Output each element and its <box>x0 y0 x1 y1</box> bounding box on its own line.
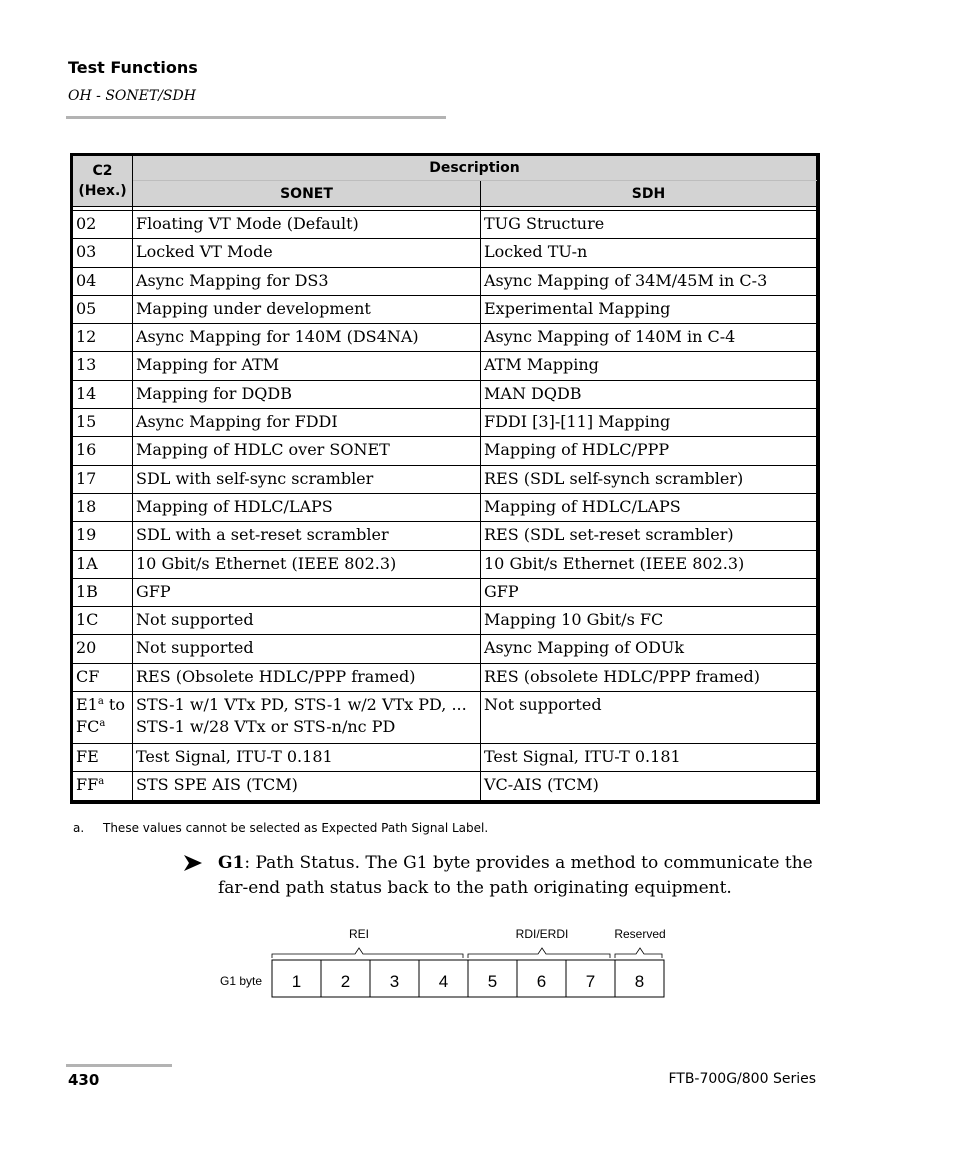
bit-number: 5 <box>487 972 498 991</box>
cell-hex: 02 <box>73 211 133 239</box>
table-row <box>73 211 817 239</box>
cell-sdh: RES (SDL set-reset scrambler) <box>481 522 817 550</box>
cell-hex: 1C <box>73 607 133 635</box>
cell-sdh: Not supported <box>481 692 817 744</box>
sonet-line-1: STS-1 w/1 VTx PD, STS-1 w/2 VTx PD, ... <box>136 695 467 715</box>
group-label-rdi-erdi: RDI/ERDI <box>515 927 569 941</box>
cell-hex <box>73 692 133 744</box>
col-sonet-header: SONET <box>133 181 481 207</box>
cell-sdh: Async Mapping of 34M/45M in C-3 <box>481 267 817 295</box>
cell-sonet: Not supported <box>133 607 481 635</box>
group-label-reserved: Reserved <box>614 927 666 941</box>
cell-sdh: Locked TU-n <box>481 239 817 267</box>
footer-rule <box>66 1064 172 1067</box>
cell-sdh: Mapping 10 Gbit/s FC <box>481 607 817 635</box>
table-footnote <box>73 821 488 835</box>
cell-sdh: FDDI [3]-[11] Mapping <box>481 409 817 437</box>
arrowhead-bullet-icon <box>184 855 202 871</box>
section-title: Test Functions <box>68 58 198 77</box>
cell-hex: 17 <box>73 465 133 493</box>
cell-hex: FE <box>73 744 133 772</box>
footnote-ref: a <box>99 718 106 730</box>
col-c2-label: C2 (Hex.) <box>78 163 127 199</box>
cell-sdh: Mapping of HDLC/LAPS <box>481 493 817 521</box>
table-row <box>73 465 817 493</box>
table-row <box>73 663 817 691</box>
table-row <box>73 635 817 663</box>
col-c2-header <box>73 156 133 207</box>
footnote-ref: a <box>98 776 105 788</box>
footnote-mark: a. <box>73 821 85 835</box>
cell-hex: 04 <box>73 267 133 295</box>
cell-sonet: Async Mapping for 140M (DS4NA) <box>133 324 481 352</box>
bit-number: 6 <box>536 972 547 991</box>
cell-sonet: Mapping for ATM <box>133 352 481 380</box>
cell-hex: 18 <box>73 493 133 521</box>
bit-number: 4 <box>438 972 449 991</box>
page-number: 430 <box>68 1071 100 1089</box>
cell-sonet: Async Mapping for FDDI <box>133 409 481 437</box>
cell-sonet: RES (Obsolete HDLC/PPP framed) <box>133 663 481 691</box>
footnote-ref: a <box>97 696 104 708</box>
col-description-header: Description <box>133 156 817 181</box>
table-row <box>73 409 817 437</box>
cell-hex: 16 <box>73 437 133 465</box>
cell-sonet: Mapping under development <box>133 295 481 323</box>
cell-sonet: SDL with self-sync scrambler <box>133 465 481 493</box>
table-row <box>73 324 817 352</box>
table-row <box>73 267 817 295</box>
cell-hex: 13 <box>73 352 133 380</box>
cell-sonet: SDL with a set-reset scrambler <box>133 522 481 550</box>
cell-sdh: ATM Mapping <box>481 352 817 380</box>
table-body <box>73 207 817 801</box>
cell-sonet: Mapping for DQDB <box>133 380 481 408</box>
cell-sdh: RES (SDL self-synch scrambler) <box>481 465 817 493</box>
cell-sdh: TUG Structure <box>481 211 817 239</box>
table-row <box>73 578 817 606</box>
cell-sdh: GFP <box>481 578 817 606</box>
hex-e1: E1 <box>76 695 98 715</box>
bit-cells <box>272 960 664 997</box>
c2-signal-label-table <box>70 153 820 804</box>
cell-sdh: Mapping of HDLC/PPP <box>481 437 817 465</box>
cell-sdh: Experimental Mapping <box>481 295 817 323</box>
hex-to: to <box>103 695 125 715</box>
cell-sdh: RES (obsolete HDLC/PPP framed) <box>481 663 817 691</box>
table-row <box>73 493 817 521</box>
table-row <box>73 295 817 323</box>
col-sdh-header: SDH <box>481 181 817 207</box>
cell-sonet: STS SPE AIS (TCM) <box>133 772 481 800</box>
group-braces <box>272 948 662 958</box>
cell-sonet: Floating VT Mode (Default) <box>133 211 481 239</box>
cell-hex <box>73 772 133 800</box>
g1-term: G1 <box>218 853 245 873</box>
group-label-rei: REI <box>348 927 370 941</box>
footnote-text: These values cannot be selected as Expected Path Signal Label. <box>103 821 489 835</box>
table-row <box>73 607 817 635</box>
cell-hex: 15 <box>73 409 133 437</box>
table-row <box>73 550 817 578</box>
cell-sdh: 10 Gbit/s Ethernet (IEEE 802.3) <box>481 550 817 578</box>
cell-sonet: Not supported <box>133 635 481 663</box>
sonet-line-2: STS-1 w/28 VTx or STS-n/nc PD <box>136 717 396 737</box>
table-row <box>73 380 817 408</box>
table-row <box>73 744 817 772</box>
cell-hex: 1B <box>73 578 133 606</box>
cell-sdh: VC-AIS (TCM) <box>481 772 817 800</box>
cell-hex: 19 <box>73 522 133 550</box>
header-rule <box>66 116 446 119</box>
cell-hex: 14 <box>73 380 133 408</box>
table-row <box>73 772 817 800</box>
bit-number: 1 <box>291 972 302 991</box>
hex-fc: FC <box>76 717 100 737</box>
table-row <box>73 239 817 267</box>
cell-sdh: MAN DQDB <box>481 380 817 408</box>
table-row <box>73 692 817 744</box>
cell-hex: 1A <box>73 550 133 578</box>
table-row <box>73 437 817 465</box>
hex-ff: FF <box>76 775 99 795</box>
bit-number: 3 <box>389 972 400 991</box>
cell-sonet: GFP <box>133 578 481 606</box>
cell-hex: 20 <box>73 635 133 663</box>
cell-sonet: Test Signal, ITU-T 0.181 <box>133 744 481 772</box>
cell-hex: 12 <box>73 324 133 352</box>
cell-sdh: Async Mapping of ODUk <box>481 635 817 663</box>
product-series: FTB-700G/800 Series <box>668 1071 816 1087</box>
bit-number: 7 <box>585 972 596 991</box>
bit-number: 2 <box>340 972 351 991</box>
bit-number: 8 <box>634 972 645 991</box>
cell-sonet: 10 Gbit/s Ethernet (IEEE 802.3) <box>133 550 481 578</box>
section-subtitle: OH - SONET/SDH <box>68 88 196 104</box>
table-row <box>73 522 817 550</box>
cell-sonet: Mapping of HDLC/LAPS <box>133 493 481 521</box>
g1-byte-label: G1 byte <box>220 974 263 988</box>
table-row <box>73 352 817 380</box>
g1-byte-diagram <box>210 922 680 1002</box>
g1-description <box>218 851 818 901</box>
g1-text: : Path Status. The G1 byte provides a method to communicate the far-end path status back to the path originating equipment. <box>218 853 813 898</box>
cell-hex: CF <box>73 663 133 691</box>
cell-hex: 05 <box>73 295 133 323</box>
cell-sonet: Mapping of HDLC over SONET <box>133 437 481 465</box>
cell-hex: 03 <box>73 239 133 267</box>
cell-sdh: Test Signal, ITU-T 0.181 <box>481 744 817 772</box>
cell-sdh: Async Mapping of 140M in C-4 <box>481 324 817 352</box>
cell-sonet: Locked VT Mode <box>133 239 481 267</box>
cell-sonet <box>133 692 481 744</box>
cell-sonet: Async Mapping for DS3 <box>133 267 481 295</box>
